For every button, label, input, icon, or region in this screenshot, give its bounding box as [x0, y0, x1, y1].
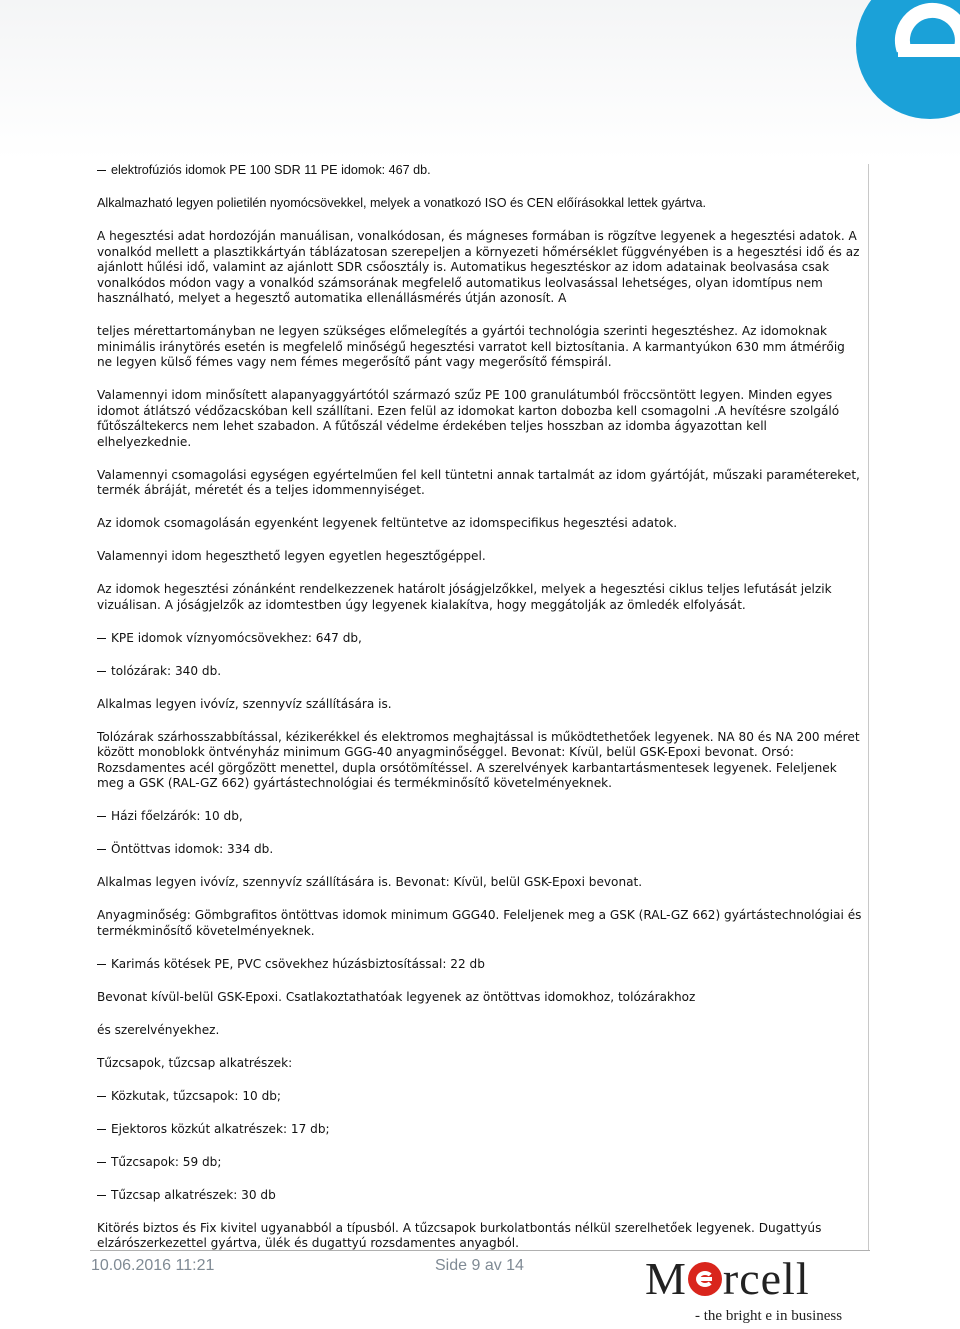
dash-bullet-icon [97, 1096, 106, 1097]
paragraph: Valamennyi csomagolási egységen egyértelműen fel kell tüntetni annak tartalmát az idom gyártóját, műszaki paramétereket, termék ábráját, méretét és a teljes idommennyiséget. [97, 467, 860, 497]
list-item: Ejektoros közkút alkatrészek: 17 db; [97, 1122, 862, 1138]
list-item: KPE idomok víznyomócsövekhez: 647 db, [97, 631, 862, 647]
marcell-logo [645, 1253, 865, 1326]
dash-bullet-icon [97, 816, 106, 817]
list-item: Házi főelzárók: 10 db, [97, 809, 862, 825]
list-item: elektrofúziós idomok PE 100 SDR 11 PE idomok: 467 db. [97, 163, 862, 179]
paragraph: Tolózárak szárhosszabbítással, kézikerékkel és elektromos meghajtással is működtethetőek legyenek. NA 80 és NA 200 méret között monoblokk öntvényház minimum GGG-40 anyagminőséggel. Bevonat: Kívül, belül GSK-Epoxi bevonat. Orsó: Rozsdamentes acél görgőzött menettel, dupla orsótömítéssel. A szerelvények karbantartásmentesek legyenek. Feleljenek meg a GSK (RAL-GZ 662) gyártástechnológiai és termékminősítő követelményeknek. [97, 729, 860, 790]
dash-bullet-icon [97, 1195, 106, 1196]
dash-bullet-icon [97, 964, 106, 965]
brand-red-e-icon [688, 1262, 722, 1296]
paragraph: teljes mérettartományban ne legyen szükséges előmelegítés a gyártói technológia szerinti hegesztéshez. Az idomoknak minimális iránytörés esetén is megfelelő minőségű hegesztési varratot kell biztosítania. A karmantyúkon 630 mm átmérőig ne legyen külső fémes vagy nem fémes megerősítő pánt vagy megerősítő fémspirál. [97, 324, 845, 369]
list-item: Karimás kötések PE, PVC csövekhez húzásbiztosítással: 22 db [97, 957, 862, 973]
paragraph: Alkalmas legyen ivóvíz, szennyvíz szállítására is. [97, 696, 392, 711]
paragraph: Anyagminőség: Gömbgrafitos öntöttvas idomok minimum GGG40. Feleljenek meg a GSK (RAL-GZ 662) gyártástechnológiai és termékminősítő követelményeknek. [97, 908, 862, 938]
list-item: tolózárak: 340 db. [97, 664, 862, 680]
page-frame-line [868, 164, 869, 1250]
list-item: Tűzcsap alkatrészek: 30 db [97, 1188, 862, 1204]
brand-tagline: - the bright e in business [695, 1308, 843, 1324]
dash-bullet-icon [97, 1129, 106, 1130]
footer-divider [90, 1250, 870, 1251]
paragraph: Kitörés biztos és Fix kivitel ugyanabból a típusból. A tűzcsapok burkolatbontás nélkül szerelhetőek legyenek. Dugattyús elzárószerkezettel gyártva, ülék és dugattyú rozsdamentes anyagból. [97, 1220, 822, 1250]
dash-bullet-icon [97, 170, 106, 171]
paragraph: Az idomok hegesztési zónánként rendelkezzenek határolt jóságjelzőkkel, melyek a hegesztési ciklus teljes lefutását jelzik vizuálisan. A jóságjelzők az idomtestben úgy legyenek kialakítva, hogy meggátolják az ömledék elfolyását. [97, 582, 832, 612]
paragraph: A hegesztési adat hordozóján manuálisan, vonalkódosan, és mágneses formában is rögzítve legyenek a hegesztési adatok. A vonalkód mellett a plasztikkártyán táblázatosan szerepeljen a környezeti hőmérséklet függvényében is a hegesztési idő és az ajánlott hűlési idő, valamint az ajánlott SDR csőosztály is. Automatikus hegesztéskor az idom adatainak beolvasása csak vonalkódos módon vagy a vonalkód számsorának megfelelő automatikus leolvasással lehetséges, olyan idomtípus nem használható, melyet a hegesztő automatika ellenállásmérés útján azonosít. A [97, 229, 860, 305]
paragraph: Tűzcsapok, tűzcsap alkatrészek: [97, 1055, 293, 1070]
paragraph: Valamennyi idom minősített alapanyaggyártótól származó szűz PE 100 granulátumból fröccsöntött legyen. Minden egyes idomot átlátszó védőzacskóban kell szállítani. Ezen felül az idomokat karton dobozba kell csomagolni .A hevítésre szolgáló fűtőszáltekercs nem lehet szabadon. A fűtőszál védelme érdekében teljes hosszban az idomba ágyazottan kell elhelyezkednie. [97, 388, 840, 449]
dash-bullet-icon [97, 1162, 106, 1163]
list-item: Közkutak, tűzcsapok: 10 db; [97, 1089, 862, 1105]
document-body [97, 163, 862, 1252]
dash-bullet-icon [97, 638, 106, 639]
paragraph: és szerelvényekhez. [97, 1022, 220, 1037]
footer-page-number: Side 9 av 14 [435, 1257, 524, 1274]
list-item: Öntöttvas idomok: 334 db. [97, 842, 862, 858]
dash-bullet-icon [97, 849, 106, 850]
paragraph: Valamennyi idom hegeszthető legyen egyetlen hegesztőgéppel. [97, 549, 486, 563]
footer-datetime: 10.06.2016 11:21 [91, 1257, 215, 1274]
brand-wordmark: M rcell [645, 1253, 810, 1304]
paragraph: Alkalmazható legyen polietilén nyomócsövekkel, melyek a vonatkozó ISO és CEN előírásokkal lettek gyártva. [97, 196, 706, 210]
dash-bullet-icon [97, 671, 106, 672]
paragraph: Alkalmas legyen ivóvíz, szennyvíz szállítására is. Bevonat: Kívül, belül GSK-Epoxi bevonat. [97, 875, 643, 889]
paragraph: Az idomok csomagolásán egyenként legyenek feltüntetve az idomspecifikus hegesztési adatok. [97, 516, 678, 530]
brand-e-logo-icon [840, 0, 960, 120]
header-banner [0, 0, 960, 160]
paragraph: Bevonat kívül-belül GSK-Epoxi. Csatlakoztathatóak legyenek az öntöttvas idomokhoz, tolózárakhoz [97, 989, 696, 1004]
list-item: Tűzcsapok: 59 db; [97, 1155, 862, 1171]
